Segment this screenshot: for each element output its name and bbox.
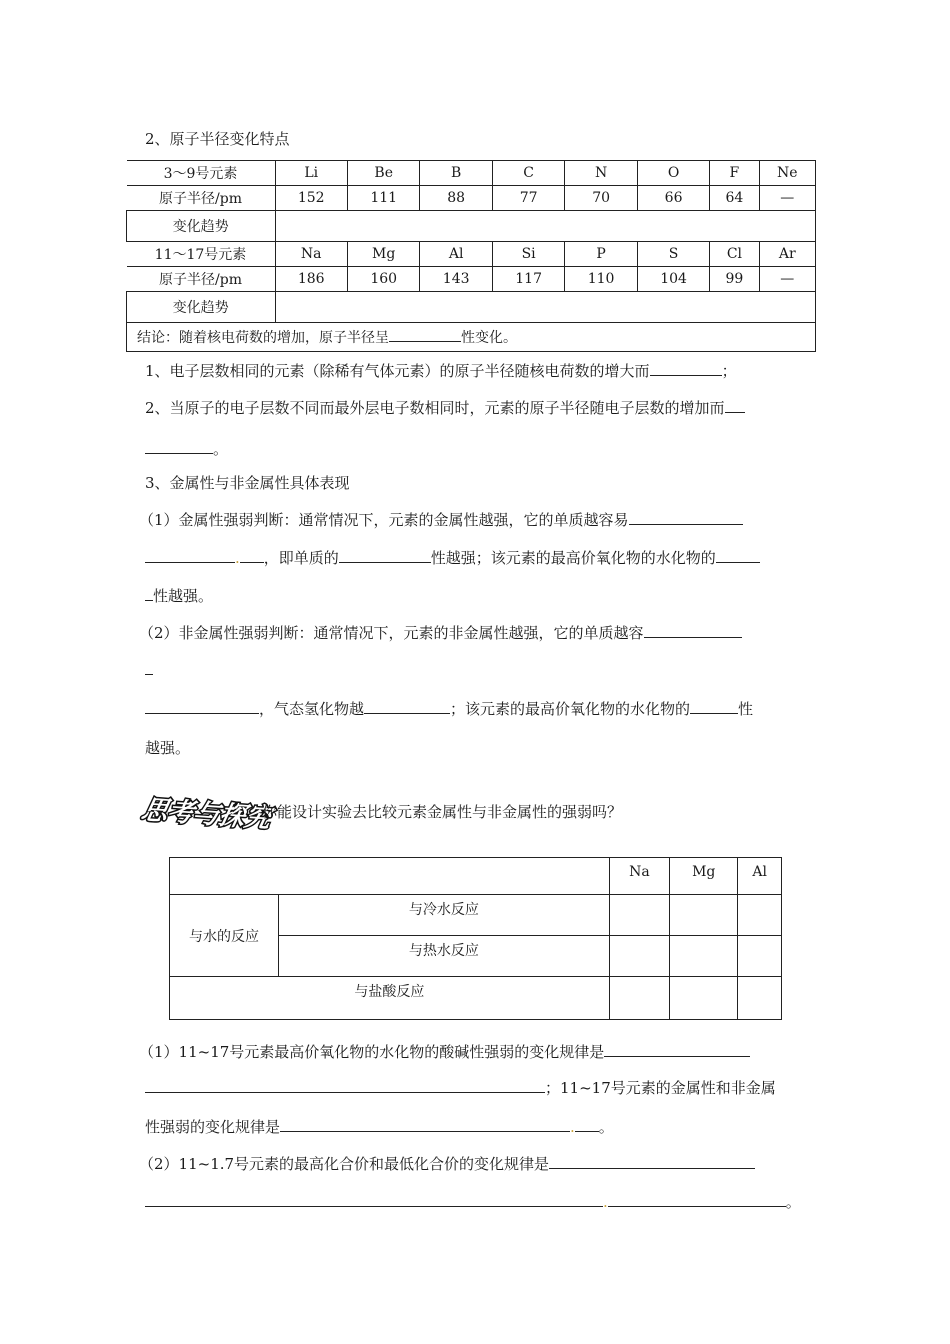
radius-cell: 66 <box>637 186 709 211</box>
radius-cell: 99 <box>710 267 759 292</box>
exp-cell[interactable] <box>670 895 738 936</box>
radius-cell: 160 <box>347 267 419 292</box>
exp-water-label: 与水的反应 <box>170 895 279 977</box>
radius-cell: 110 <box>565 267 637 292</box>
blank-m2b[interactable] <box>240 548 264 563</box>
radius-cell: 152 <box>275 186 347 211</box>
conclusion-pre: 结论：随着核电荷数的增加，原子半径呈 <box>137 330 389 346</box>
paragraph-2 <box>145 397 745 418</box>
blank-q1d[interactable] <box>575 1117 599 1132</box>
paragraph-1-text: 1、电子层数相同的元素（除稀有气体元素）的原子半径随核电荷数的增大而 <box>145 362 650 380</box>
exp-cell[interactable] <box>738 895 782 936</box>
metal-line-2-text-a: ，即单质的 <box>263 549 339 567</box>
radius-cell: 70 <box>565 186 637 211</box>
conclusion-blank[interactable] <box>389 327 461 342</box>
question-1-text-a: （1）11~17号元素最高价氧化物的水化物的酸碱性强弱的变化规律是 <box>139 1043 605 1061</box>
blank-m2a[interactable] <box>145 548 235 563</box>
element-cell: S <box>637 242 709 267</box>
blank-2b[interactable] <box>145 439 213 454</box>
blank-1[interactable] <box>650 361 722 376</box>
blank-q2c[interactable] <box>608 1192 786 1207</box>
metal-line-1-text: （1）金属性强弱判断：通常情况下，元素的金属性越强，它的单质越容易 <box>139 511 629 529</box>
element-cell: C <box>492 161 564 186</box>
question-1-line-2 <box>145 1077 776 1098</box>
row1-head: 3～9号元素 <box>127 161 276 186</box>
element-cell: Mg <box>347 242 419 267</box>
metal-line-2: . ，即单质的 性越强；该元素的最高价氧化物的水化物的 <box>145 547 760 568</box>
blank-q1c[interactable] <box>280 1117 570 1132</box>
paragraph-1 <box>145 360 737 381</box>
question-1-text-c: 性强弱的变化规律是 <box>145 1118 281 1136</box>
metal-line-3 <box>145 585 213 606</box>
blank-n3a[interactable] <box>145 699 259 714</box>
exp-acid-label: 与盐酸反应 <box>170 977 610 1020</box>
question-1-text-b: ；11~17号元素的金属性和非金属 <box>545 1079 776 1097</box>
radius-cell: 117 <box>492 267 564 292</box>
row4-head: 原子半径/pm <box>127 267 276 292</box>
trend-label: 变化趋势 <box>127 211 276 242</box>
blank-n1[interactable] <box>644 623 742 638</box>
element-cell: O <box>637 161 709 186</box>
blank-n3b[interactable] <box>364 699 450 714</box>
radius-cell: 64 <box>710 186 759 211</box>
blank-n2[interactable] <box>145 660 153 675</box>
exp-cell[interactable] <box>670 936 738 977</box>
question-1-end: 。 <box>598 1118 614 1136</box>
paragraph-1-end: ； <box>721 362 737 380</box>
paragraph-2-text: 2、当原子的电子层数不同而最外层电子数相同时，元素的原子半径随电子层数的增加而 <box>145 399 725 417</box>
exp-hot-label: 与热水反应 <box>279 936 610 977</box>
think-explore-title-text: 思考与探究 <box>138 795 274 835</box>
nonmetal-line-3-text-a: ，气态氢化物越 <box>259 700 365 718</box>
exp-cell[interactable] <box>738 977 782 1020</box>
blank-m3[interactable] <box>145 586 153 601</box>
element-cell: Cl <box>710 242 759 267</box>
exp-cell[interactable] <box>609 936 670 977</box>
exp-col-mg: Mg <box>670 858 738 895</box>
section-title-3: 3、金属性与非金属性具体表现 <box>145 474 350 492</box>
nonmetal-line-1-text: （2）非金属性强弱判断：通常情况下，元素的非金属性越强，它的单质越容 <box>139 624 644 642</box>
metal-line-2-text-b: 性越强；该元素的最高价氧化物的水化物的 <box>430 549 716 567</box>
blank-q1a[interactable] <box>604 1042 750 1057</box>
nonmetal-line-1 <box>139 622 742 643</box>
exp-col-al: Al <box>738 858 782 895</box>
blank-q1b[interactable] <box>145 1078 545 1093</box>
exp-cell[interactable] <box>609 895 670 936</box>
conclusion-row <box>127 323 816 352</box>
nonmetal-line-3 <box>145 698 753 719</box>
element-cell: Ar <box>759 242 815 267</box>
exp-header-blank <box>170 858 610 895</box>
conclusion-post: 性变化。 <box>461 330 517 346</box>
question-1-line-1 <box>139 1041 750 1062</box>
nonmetal-line-3-text-c: 性 <box>738 700 754 718</box>
trend-blank <box>275 211 816 242</box>
nonmetal-line-3-text-b: ；该元素的最高价氧化物的水化物的 <box>450 700 691 718</box>
metal-line-3-text: 性越强。 <box>153 587 214 605</box>
row2-head: 原子半径/pm <box>127 186 276 211</box>
think-question: 你能设计实验去比较元素金属性与非金属性的强弱吗？ <box>262 803 623 821</box>
blank-q2b[interactable] <box>145 1192 603 1207</box>
question-2-text-a: （2）11~1.7号元素的最高化合价和最低化合价的变化规律是 <box>139 1155 550 1173</box>
element-cell: B <box>420 161 492 186</box>
question-2-line-1 <box>139 1153 755 1174</box>
element-cell: P <box>565 242 637 267</box>
trend-blank-2 <box>275 292 816 323</box>
paragraph-2-end: 。 <box>213 440 229 458</box>
radius-cell: 77 <box>492 186 564 211</box>
element-cell: Si <box>492 242 564 267</box>
blank-q2a[interactable] <box>549 1154 755 1169</box>
element-cell: Ne <box>759 161 815 186</box>
radius-cell: 143 <box>420 267 492 292</box>
exp-cell[interactable] <box>738 936 782 977</box>
think-explore-title-graphic <box>138 784 274 835</box>
question-2-line-2: . 。 <box>145 1191 801 1212</box>
metal-line-1 <box>139 509 743 530</box>
blank-n3c[interactable] <box>690 699 738 714</box>
section-title-2: 2、原子半径变化特点 <box>145 130 290 148</box>
question-1-line-3: 性强弱的变化规律是 . 。 <box>145 1118 614 1136</box>
element-cell: F <box>710 161 759 186</box>
blank-m2c[interactable] <box>339 548 431 563</box>
experiment-table <box>169 857 782 1020</box>
element-cell: Na <box>275 242 347 267</box>
nonmetal-line-4: 越强。 <box>145 739 191 757</box>
radius-cell: 88 <box>420 186 492 211</box>
element-cell: Al <box>420 242 492 267</box>
radius-cell: — <box>759 186 815 211</box>
trend-label-2: 变化趋势 <box>127 292 276 323</box>
exp-col-na: Na <box>609 858 670 895</box>
element-cell: N <box>565 161 637 186</box>
radius-cell: 111 <box>347 186 419 211</box>
blank-2a[interactable] <box>725 398 745 413</box>
atomic-radius-table <box>126 160 816 352</box>
blank-m1[interactable] <box>629 510 743 525</box>
radius-cell: 104 <box>637 267 709 292</box>
exp-cold-label: 与冷水反应 <box>279 895 610 936</box>
paragraph-2-cont <box>145 438 228 459</box>
row3-head: 11～17号元素 <box>127 242 276 267</box>
radius-cell: 186 <box>275 267 347 292</box>
element-cell: Li <box>275 161 347 186</box>
question-2-end: 。 <box>785 1193 801 1211</box>
radius-cell: — <box>759 267 815 292</box>
exp-cell[interactable] <box>670 977 738 1020</box>
blank-m2d[interactable] <box>716 548 760 563</box>
nonmetal-line-2 <box>145 660 153 679</box>
element-cell: Be <box>347 161 419 186</box>
exp-cell[interactable] <box>609 977 670 1020</box>
